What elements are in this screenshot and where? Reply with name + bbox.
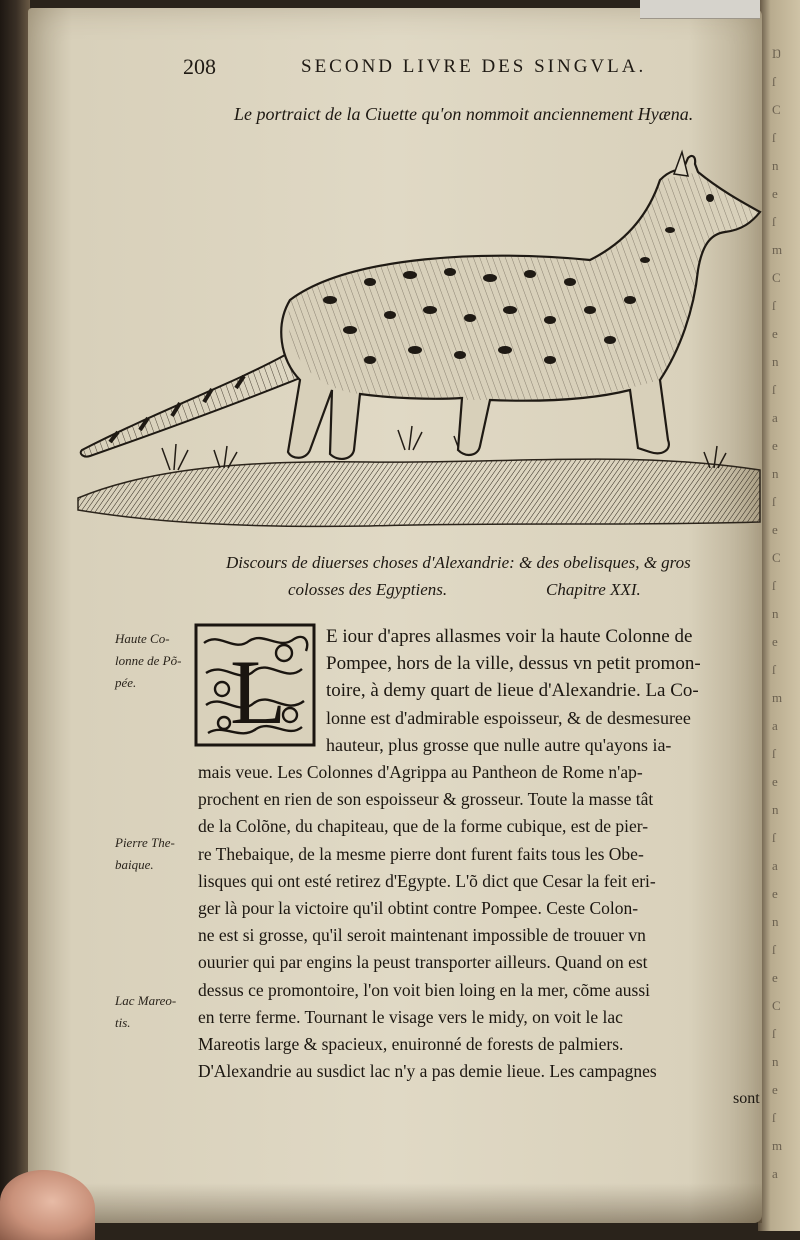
page-header bbox=[183, 52, 703, 82]
book-spine bbox=[0, 0, 30, 1231]
text-line: lonne est d'admirable espoisseur, & de desmesuree bbox=[326, 707, 691, 728]
chapter-title-line2: colosses des Egyptiens. bbox=[288, 580, 448, 599]
drop-cap-letter: L bbox=[230, 641, 287, 743]
running-head: SECOND LIVRE DES SINGVLA. bbox=[301, 56, 647, 77]
margin-note-line: Haute Co- bbox=[115, 631, 170, 646]
text-line: ne est si grosse, qu'il seroit maintenant impossible de trouuer vn bbox=[198, 925, 646, 946]
margin-note-lac-mareotis bbox=[115, 990, 195, 1034]
text-line: toire, à demy quart de lieue d'Alexandrie. La Co- bbox=[326, 680, 699, 702]
text-line: prochent en rien de son espoisseur & grosseur. Toute la masse tât bbox=[198, 789, 654, 810]
text-line: lisques qui ont esté retirez d'Egypte. L'õ dict que Cesar la feit eri- bbox=[198, 870, 656, 891]
text-line: E iour d'apres allasmes voir la haute Colonne de bbox=[326, 626, 693, 647]
body-text bbox=[198, 623, 768, 1113]
margin-note-line: Pierre The- bbox=[115, 835, 175, 850]
figure-caption: Le portraict de la Ciuette qu'on nommoit anciennement Hyæna. bbox=[234, 104, 694, 124]
facing-page-bleedthrough: Ŋ ſ C ſ n e ſ m C ſ e n ſ a e n ſ e C ſ n e ſ m a ſ e n ſ a e n ſ e C ſ n e ſ m a bbox=[772, 46, 783, 1181]
page-number: 208 bbox=[183, 54, 216, 79]
text-line: hauteur, plus grosse que nulle autre qu'ayons ia- bbox=[326, 734, 672, 755]
text-line: Mareotis large & spacieux, enuironné de forests de palmiers. bbox=[198, 1034, 624, 1055]
margin-note-line: Lac Mareo- bbox=[115, 993, 177, 1008]
margin-note-line: lonne de Põ- bbox=[115, 653, 182, 668]
chapter-label: Chapitre XXI. bbox=[546, 580, 641, 599]
margin-note-line: tis. bbox=[115, 1015, 131, 1030]
text-line: ouurier qui par engins la peust transporter ailleurs. Quand on est bbox=[198, 952, 648, 973]
text-line: re Thebaique, de la mesme pierre dont furent faits tous les Obe- bbox=[198, 843, 644, 864]
text-line: mais veue. Les Colonnes d'Agrippa au Pantheon de Rome n'ap- bbox=[198, 762, 643, 783]
text-line: dessus ce promontoire, l'on voit bien loing en la mer, cõme aussi bbox=[198, 979, 651, 1000]
text-line: Pompee, hors de la ville, dessus vn petit promon- bbox=[326, 653, 701, 675]
chapter-title-line1: Discours de diuerses choses d'Alexandrie: & des obelisques, & gros bbox=[226, 553, 691, 572]
margin-note-haute-colonne bbox=[115, 628, 195, 694]
text-line: ger là pour la victoire qu'il obtint contre Pompee. Ceste Colon- bbox=[198, 898, 639, 919]
text-line: D'Alexandrie au susdict lac n'y a pas demie lieue. Les campagnes bbox=[198, 1061, 657, 1082]
chapter-title bbox=[226, 549, 766, 603]
margin-note-line: pée. bbox=[115, 675, 137, 690]
text-line: de la Colõne, du chapiteau, que de la forme cubique, est de pier- bbox=[198, 816, 649, 837]
civet-woodcut-illustration bbox=[70, 150, 770, 530]
text-line: sont bbox=[733, 1090, 760, 1108]
paper-slip bbox=[640, 0, 760, 19]
text-line: en terre ferme. Tournant le visage vers le midy, on voit le lac bbox=[198, 1006, 623, 1027]
page-bottom-shadow bbox=[28, 1183, 762, 1223]
margin-note-line: baique. bbox=[115, 857, 154, 872]
margin-note-pierre-thebaique bbox=[115, 832, 195, 876]
